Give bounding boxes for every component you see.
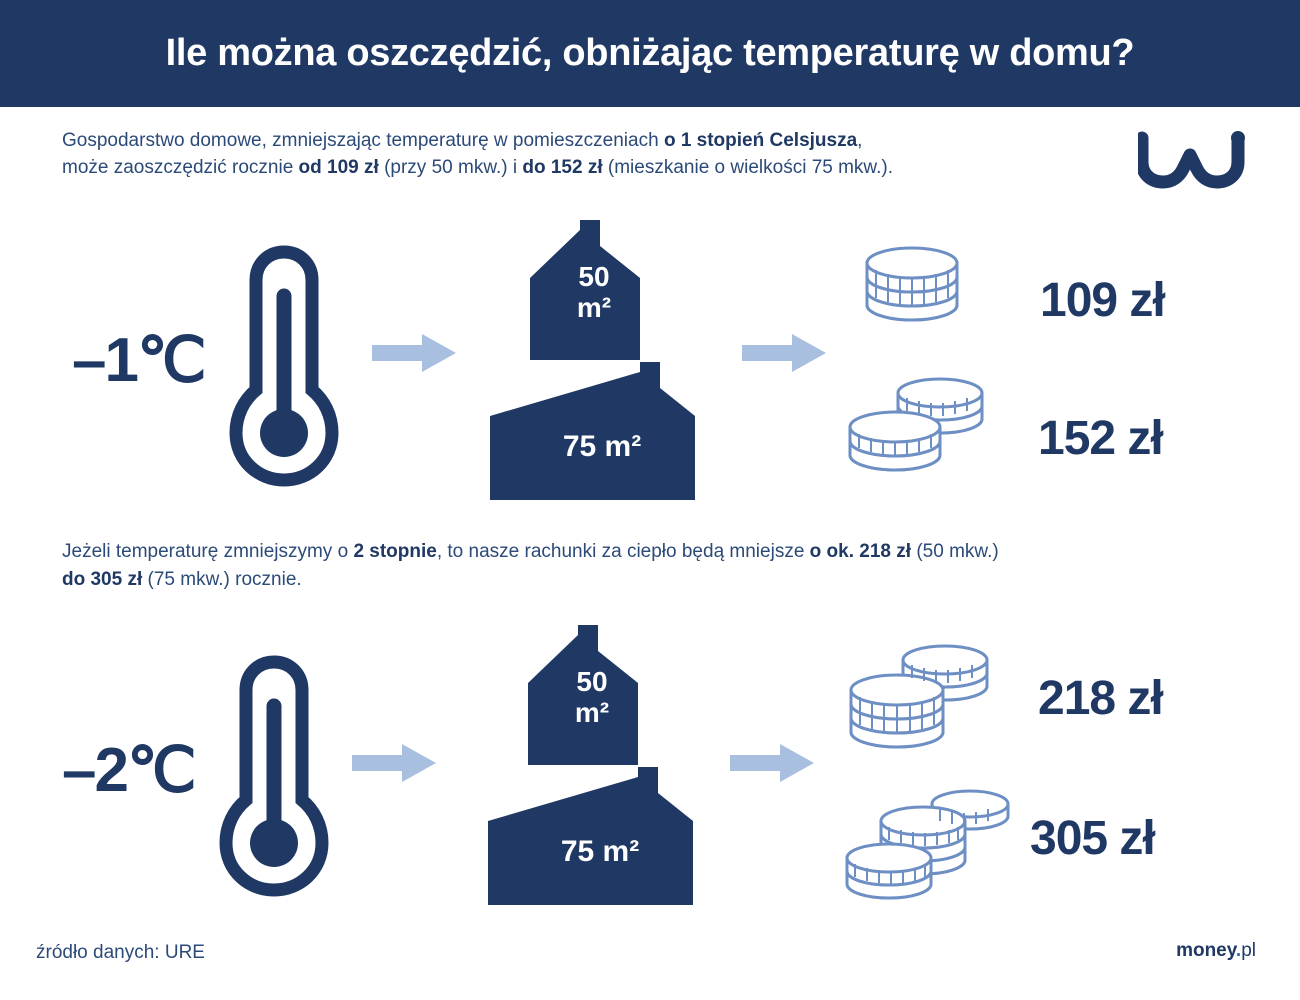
mid-note-part-e: (50 mkw.) xyxy=(911,541,999,562)
mid-note-part-g: (75 mkw.) rocznie. xyxy=(142,568,302,590)
house-small-size-1: 50 xyxy=(578,261,610,292)
intro-line-2-part-e: (mieszkanie o wielkości 75 mkw.). xyxy=(602,156,893,178)
mid-note-bold-3: do 305 zł xyxy=(62,568,143,590)
amount-small-1: 109 zł xyxy=(1040,274,1165,327)
arrow-right-icon-2a xyxy=(352,743,436,783)
house-small-size-2: 50 xyxy=(576,666,608,697)
money-pl-tld: pl xyxy=(1241,940,1256,961)
thermometer-icon-1 xyxy=(224,240,344,495)
coin-stack-icon-1a xyxy=(860,243,990,338)
money-pl-logo xyxy=(1176,940,1256,962)
mid-note-bold-1: 2 stopnie xyxy=(353,541,437,562)
thermometer-icon-2 xyxy=(214,650,334,905)
coin-stack-icon-2a xyxy=(845,640,1005,760)
source-label: źródło danych: URE xyxy=(36,942,205,963)
money-pl-dot: . xyxy=(1235,940,1242,961)
intro-line-2-bold-1: od 109 zł xyxy=(298,156,379,178)
intro-line-2-bold-2: do 152 zł xyxy=(522,156,603,178)
intro-line-1-part-c: , xyxy=(857,130,863,151)
intro-line-2 xyxy=(62,155,1092,182)
amount-large-2: 305 zł xyxy=(1030,812,1155,865)
wp-logo-icon xyxy=(1138,128,1248,190)
amount-small-2: 218 zł xyxy=(1038,672,1163,725)
houses-group-2 xyxy=(478,625,708,920)
mid-note-bold-2: o ok. 218 zł xyxy=(809,541,912,562)
coin-stack-icon-1b xyxy=(845,373,995,488)
arrow-right-icon-1b xyxy=(742,333,826,373)
mid-note-part-a: Jeżeli temperaturę zmniejszymy o xyxy=(62,541,354,562)
intro-line-1-part-a: Gospodarstwo domowe, zmniejszając temperaturę w pomieszczeniach xyxy=(62,130,664,151)
house-small-label-2 xyxy=(552,667,632,729)
scenario-row-2 xyxy=(0,615,1300,925)
houses-group-1 xyxy=(480,220,710,515)
house-large-label-2: 75 m² xyxy=(560,835,640,868)
mid-note-part-c: , to nasze rachunki za ciepło będą mniejsze xyxy=(436,541,810,562)
scenario-row-1 xyxy=(0,215,1300,515)
intro-paragraph xyxy=(62,128,1092,182)
intro-line-1-bold: o 1 stopień Celsjusza xyxy=(663,130,858,151)
intro-line-2-part-c: (przy 50 mkw.) i xyxy=(378,156,523,178)
house-small-unit-2: m² xyxy=(574,696,610,728)
intro-line-1 xyxy=(62,128,1092,155)
arrow-right-icon-2b xyxy=(730,743,814,783)
temperature-label-1: –1℃ xyxy=(72,326,205,395)
page-title: Ile można oszczędzić, obniżając temperaturę w domu? xyxy=(165,32,1135,74)
header-bar xyxy=(0,0,1300,107)
intro-line-2-part-a: może zaoszczędzić rocznie xyxy=(62,156,299,178)
amount-large-1: 152 zł xyxy=(1038,412,1163,465)
arrow-right-icon-1a xyxy=(372,333,456,373)
coin-stack-icon-2b xyxy=(845,780,1015,905)
money-pl-brand: money xyxy=(1176,940,1236,961)
temperature-label-2: –2℃ xyxy=(62,736,195,805)
house-large-label-1: 75 m² xyxy=(562,430,642,463)
mid-note-paragraph xyxy=(62,538,1202,593)
house-small-label-1 xyxy=(554,262,634,324)
house-small-unit-1: m² xyxy=(576,291,612,323)
